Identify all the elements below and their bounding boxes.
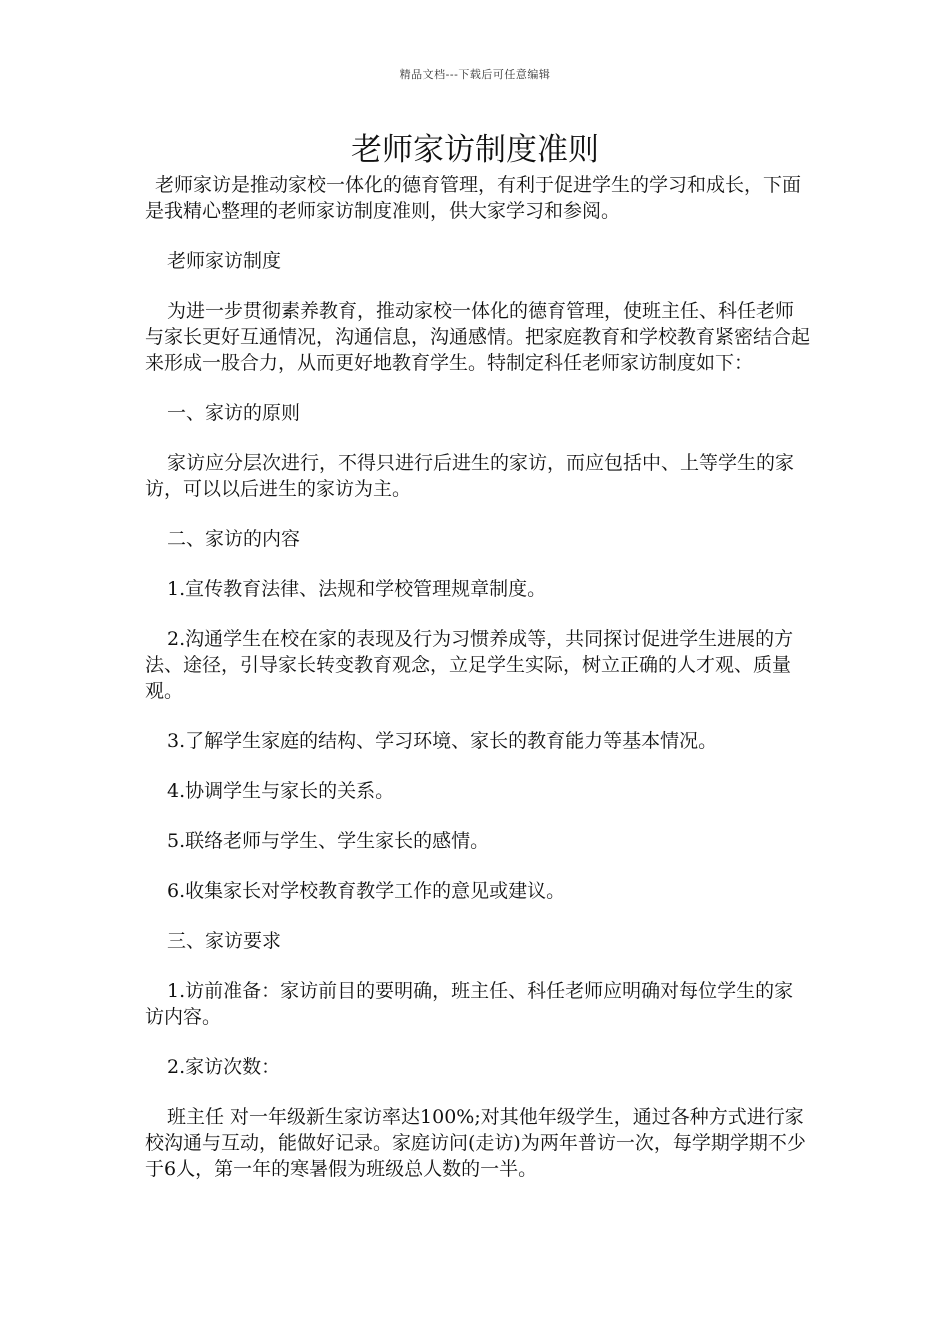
section-heading-principles: 一、家访的原则 bbox=[167, 402, 301, 424]
document-body bbox=[145, 172, 810, 1182]
intro-paragraph: 老师家访是推动家校一体化的德育管理，有利于促进学生的学习和成长，下面是我精心整理的老师家访制度准则，供大家学习和参阅。 bbox=[145, 174, 802, 222]
header-note: 精品文档---下载后可任意编辑 bbox=[399, 68, 551, 81]
section-heading-content: 二、家访的内容 bbox=[167, 528, 301, 550]
section-heading-system: 老师家访制度 bbox=[167, 250, 282, 272]
content-item-5: 5.联络老师与学生、学生家长的感情。 bbox=[167, 830, 490, 852]
content-item-3: 3.了解学生家庭的结构、学习环境、家长的教育能力等基本情况。 bbox=[167, 730, 718, 752]
content-item-6: 6.收集家长对学校教育教学工作的意见或建议。 bbox=[167, 880, 566, 902]
paragraph-principles: 家访应分层次进行，不得只进行后进生的家访，而应包括中、上等学生的家访，可以以后进生的家访为主。 bbox=[145, 452, 795, 500]
content-item-2: 2.沟通学生在校在家的表现及行为习惯养成等，共同探讨促进学生进展的方法、途径，引导家长转变教育观念，立足学生实际，树立正确的人才观、质量观。 bbox=[145, 628, 794, 702]
requirement-item-1: 1.访前准备：家访前目的要明确，班主任、科任老师应明确对每位学生的家访内容。 bbox=[145, 980, 794, 1028]
requirement-item-2: 2.家访次数： bbox=[167, 1056, 281, 1078]
section-heading-requirements: 三、家访要求 bbox=[167, 930, 282, 952]
paragraph-visit-frequency: 班主任 对一年级新生家访率达100%;对其他年级学生，通过各种方式进行家校沟通与互动，能做好记录。家庭访问(走访)为两年普访一次，每学期学期不少于6人，第一年的寒暑假为班级总人数的一半。 bbox=[145, 1106, 806, 1180]
paragraph-purpose: 为进一步贯彻素养教育，推动家校一体化的德育管理，使班主任、科任老师与家长更好互通情况，沟通信息，沟通感情。把家庭教育和学校教育紧密结合起来形成一股合力，从而更好地教育学生。特制定科任老师家访制度如下： bbox=[145, 300, 811, 374]
content-item-4: 4.协调学生与家长的关系。 bbox=[167, 780, 395, 802]
document-title: 老师家访制度准则 bbox=[351, 132, 599, 168]
content-item-1: 1.宣传教育法律、法规和学校管理规章制度。 bbox=[167, 578, 547, 600]
